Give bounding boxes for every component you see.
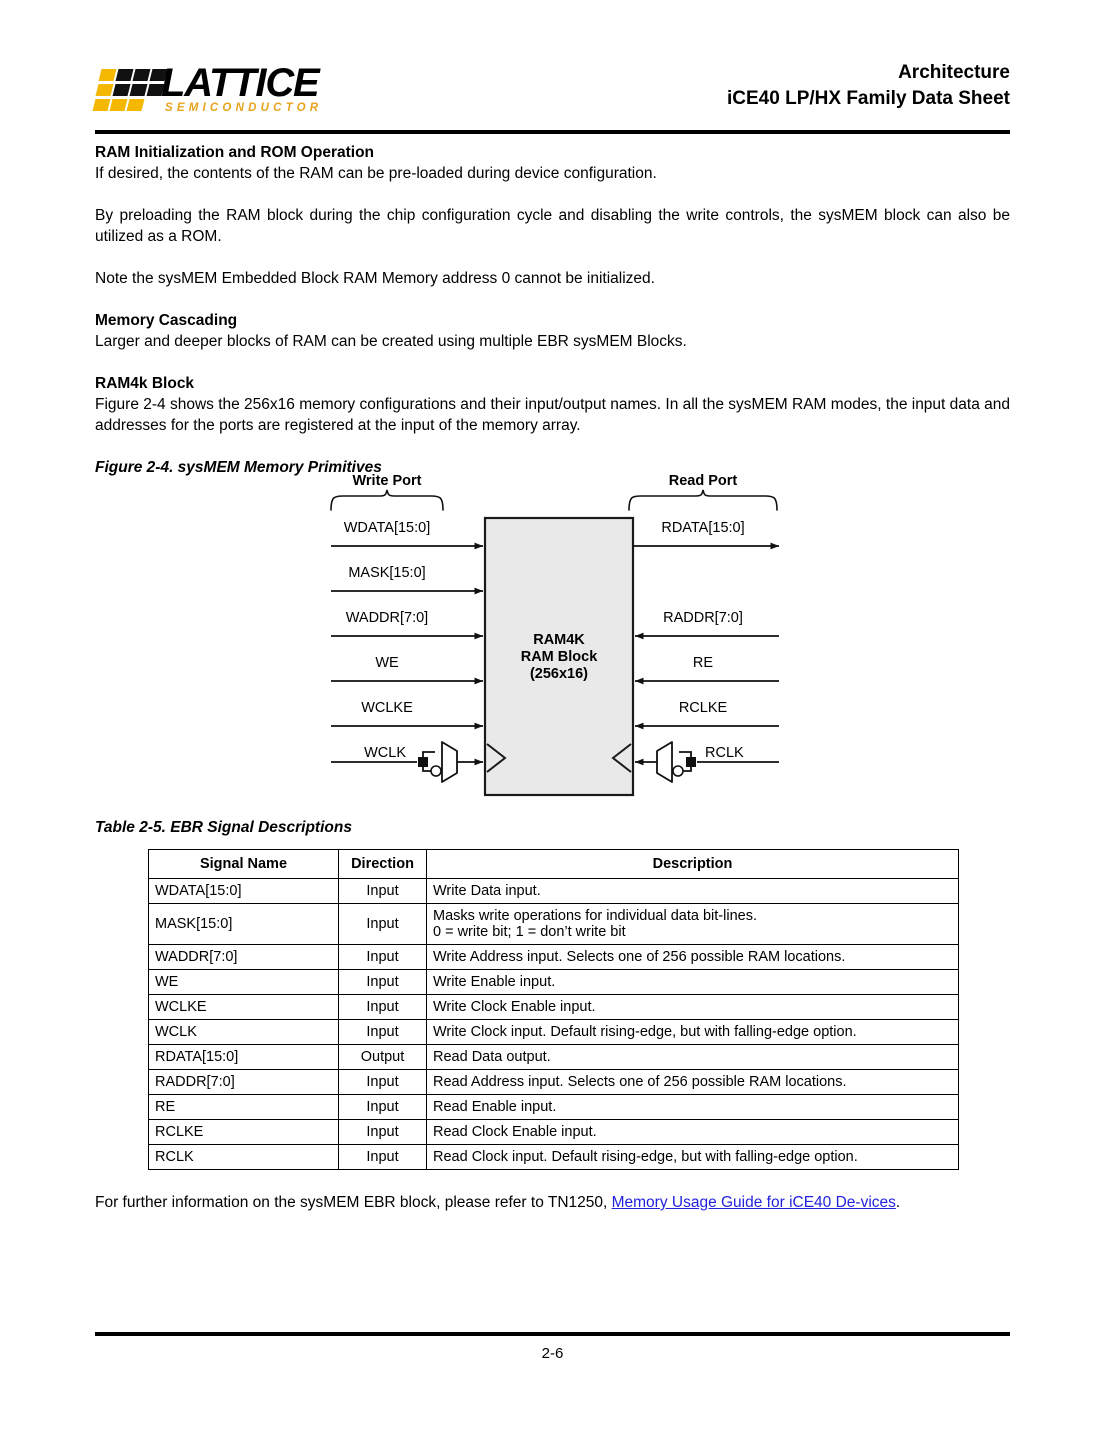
paragraph-ram-preload: If desired, the contents of the RAM can be pre-loaded during device configuration. — [95, 165, 657, 182]
table-row — [149, 945, 959, 970]
description-line-1: Write Data input. — [433, 883, 541, 899]
table-row — [149, 1095, 959, 1120]
wclk-mux-inverted-tap — [423, 767, 431, 771]
signal-label-wdata: WDATA[15:0] — [343, 520, 431, 536]
signal-label-raddr: RADDR[7:0] — [663, 610, 743, 626]
ram4k-block-line1: RAM4K — [533, 632, 585, 648]
table-row — [149, 1070, 959, 1095]
header-divider — [95, 130, 1010, 134]
description-line-1: Read Clock Enable input. — [433, 1124, 597, 1140]
cell-description — [427, 1145, 959, 1170]
cell-description — [427, 904, 959, 945]
cell-direction: Input — [339, 945, 427, 970]
paragraph-rom-usage: By preloading the RAM block during the chip configuration cycle and disabling the write controls, the sysMEM block can also be utilized as a ROM. — [95, 207, 1010, 245]
table-caption: Table 2-5. EBR Signal Descriptions — [95, 819, 352, 836]
rclk-mux-inverted-tap — [683, 767, 691, 771]
body-content — [95, 142, 1010, 478]
signal-label-we: WE — [375, 655, 399, 671]
wclk-mux — [442, 742, 457, 782]
cell-signal-name: WE — [149, 970, 339, 995]
cell-description — [427, 879, 959, 904]
cell-direction: Input — [339, 1145, 427, 1170]
cell-direction: Input — [339, 970, 427, 995]
footer-reference-paragraph — [95, 1192, 1010, 1213]
description-line-1: Write Clock input. Default rising-edge, but with falling-edge option. — [433, 1024, 857, 1040]
signal-label-re: RE — [692, 655, 714, 671]
description-line-2: 0 = write bit; 1 = don’t write bit — [433, 924, 626, 940]
description-line-1: Read Enable input. — [433, 1099, 557, 1115]
cell-signal-name: WCLK — [149, 1020, 339, 1045]
heading-ram-initialization: RAM Initialization and ROM Operation — [95, 144, 374, 161]
figure-sysmem-memory-primitives — [95, 462, 1010, 812]
wclk-inverter-bubble — [431, 766, 441, 776]
table-row — [149, 904, 959, 945]
heading-ram4k-block: RAM4k Block — [95, 375, 195, 392]
cell-description — [427, 995, 959, 1020]
page-header — [95, 48, 1010, 120]
cell-signal-name: RCLKE — [149, 1120, 339, 1145]
table-row — [149, 1020, 959, 1045]
cell-direction: Output — [339, 1045, 427, 1070]
description-line-1: Read Clock input. Default rising-edge, but with falling-edge option. — [433, 1149, 858, 1165]
paragraph-ram4k-block: Figure 2-4 shows the 256x16 memory configurations and their input/output names. In all the sysMEM RAM modes, the input data and addresses for the ports are registered at the input of the memory array. — [95, 396, 1010, 434]
description-line-1: Masks write operations for individual data bit-lines. — [433, 908, 757, 924]
cell-signal-name: RCLK — [149, 1145, 339, 1170]
signal-label-rclk: RCLK — [705, 745, 744, 761]
page-number: 2-6 — [541, 1345, 564, 1362]
read-port-label: Read Port — [668, 473, 738, 489]
wclk-tap-node — [418, 757, 428, 767]
footer-text-before-link: For further information on the sysMEM EBR block, please refer to TN1250, — [95, 1194, 612, 1211]
cell-signal-name: RE — [149, 1095, 339, 1120]
lattice-logo — [95, 62, 345, 120]
logo-tagline: SEMICONDUCTOR — [165, 102, 323, 114]
paragraph-memory-cascading: Larger and deeper blocks of RAM can be created using multiple EBR sysMEM Blocks. — [95, 333, 687, 350]
description-line-1: Read Address input. Selects one of 256 possible RAM locations. — [433, 1074, 847, 1090]
column-header-description: Description — [427, 850, 959, 879]
cell-description — [427, 1120, 959, 1145]
signal-label-rdata: RDATA[15:0] — [661, 520, 745, 536]
description-line-1: Read Data output. — [433, 1049, 551, 1065]
cell-direction: Input — [339, 995, 427, 1020]
memory-usage-guide-link[interactable]: Memory Usage Guide for iCE40 De-vices — [611, 1194, 896, 1211]
cell-description — [427, 970, 959, 995]
write-port-brace — [331, 490, 443, 510]
column-header-direction: Direction — [339, 850, 427, 879]
read-port-brace — [629, 490, 777, 510]
signal-label-wclk: WCLK — [364, 745, 406, 761]
cell-direction: Input — [339, 904, 427, 945]
cell-signal-name: WDATA[15:0] — [149, 879, 339, 904]
cell-signal-name: RADDR[7:0] — [149, 1070, 339, 1095]
description-line-1: Write Clock Enable input. — [433, 999, 596, 1015]
cell-signal-name: WADDR[7:0] — [149, 945, 339, 970]
rclk-tap-node — [686, 757, 696, 767]
table-row — [149, 1045, 959, 1070]
cell-description — [427, 1095, 959, 1120]
write-port-label: Write Port — [352, 473, 422, 489]
rclk-inverter-bubble — [673, 766, 683, 776]
cell-direction: Input — [339, 879, 427, 904]
footer-text-after-link: . — [895, 1194, 901, 1211]
cell-description — [427, 1045, 959, 1070]
ebr-signal-table-wrapper — [148, 849, 958, 1170]
description-line-1: Write Address input. Selects one of 256 possible RAM locations. — [433, 949, 846, 965]
cell-signal-name: WCLKE — [149, 995, 339, 1020]
cell-signal-name: MASK[15:0] — [149, 904, 339, 945]
logo-wordmark: LATTICE — [161, 61, 319, 105]
cell-signal-name: RDATA[15:0] — [149, 1045, 339, 1070]
ram4k-block-line3: (256x16) — [529, 666, 589, 682]
figure-caption: Figure 2-4. sysMEM Memory Primitives — [95, 459, 382, 476]
description-line-1: Write Enable input. — [433, 974, 556, 990]
ram4k-block-line2: RAM Block — [520, 649, 598, 665]
header-titles — [727, 60, 1010, 112]
cell-direction: Input — [339, 1120, 427, 1145]
table-header-row — [149, 850, 959, 879]
table-row — [149, 970, 959, 995]
logo-grid-icon — [98, 69, 160, 113]
signal-label-mask: MASK[15:0] — [348, 565, 426, 581]
cell-description — [427, 1020, 959, 1045]
heading-memory-cascading: Memory Cascading — [95, 312, 238, 329]
signal-label-waddr: WADDR[7:0] — [345, 610, 429, 626]
cell-description — [427, 1070, 959, 1095]
cell-description — [427, 945, 959, 970]
cell-direction: Input — [339, 1020, 427, 1045]
signal-label-wclke: WCLKE — [361, 700, 413, 716]
table-row — [149, 879, 959, 904]
header-title-datasheet: iCE40 LP/HX Family Data Sheet — [727, 88, 1010, 109]
column-header-signal-name: Signal Name — [149, 850, 339, 879]
rclk-mux — [657, 742, 672, 782]
cell-direction: Input — [339, 1095, 427, 1120]
table-row — [149, 1120, 959, 1145]
ebr-signal-table — [148, 849, 959, 1170]
signal-label-rclke: RCLKE — [678, 700, 728, 716]
table-row — [149, 995, 959, 1020]
table-row — [149, 1145, 959, 1170]
header-title-architecture: Architecture — [898, 62, 1010, 83]
footer-divider — [95, 1332, 1010, 1336]
cell-direction: Input — [339, 1070, 427, 1095]
paragraph-address-zero-note: Note the sysMEM Embedded Block RAM Memory address 0 cannot be initialized. — [95, 270, 655, 287]
